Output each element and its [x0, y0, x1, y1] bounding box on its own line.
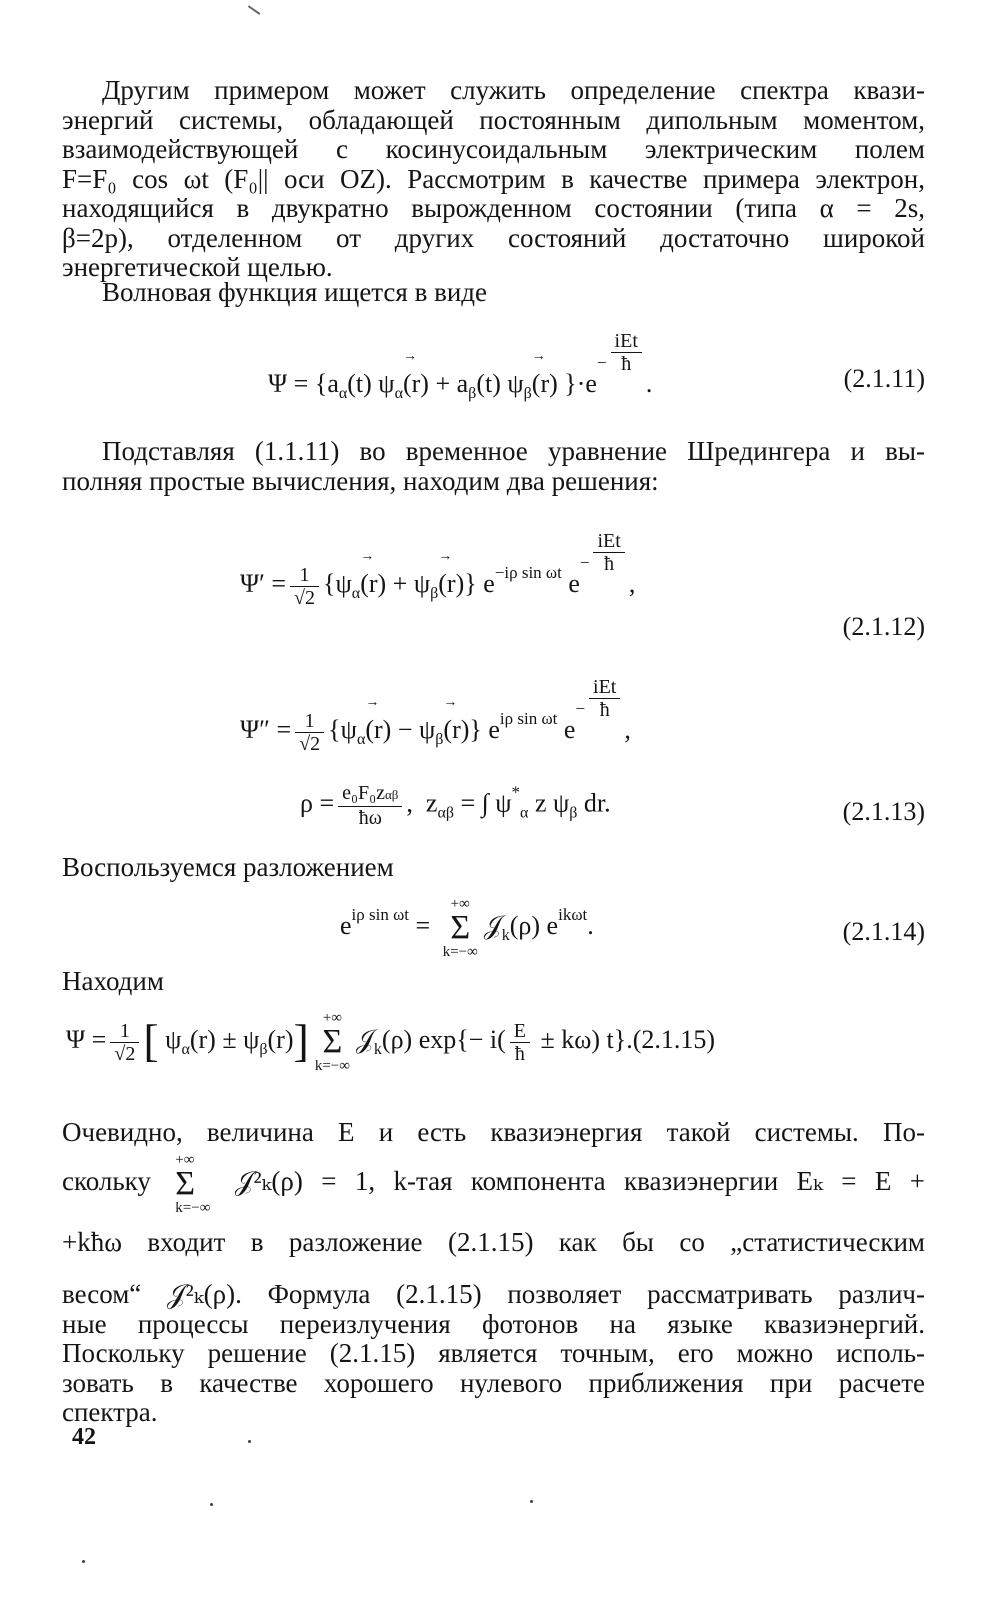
scan-speck: [248, 1440, 251, 1443]
paragraph-intro: [62, 76, 925, 283]
paragraph-substitution: [62, 437, 925, 496]
paragraph-expansion-intro: [62, 853, 925, 883]
text-line: ные процессы переизлучения фотонов на языке квазиэнергий.: [62, 1308, 925, 1339]
text-line: Подставляя (1.1.11) во временное уравнение Шредингера и вы-: [102, 436, 925, 466]
paragraph-wavefunction-intro: [62, 278, 925, 308]
text-line: Поскольку решение (2.1.15) является точным, его можно исполь-: [62, 1338, 925, 1368]
text-line: весом“ 𝒥²ₖ(ρ). Формула (2.1.15) позволяет рассматривать различ-: [62, 1279, 925, 1309]
text-line: зовать в качестве хорошего нулевого приближения при расчете: [62, 1367, 925, 1398]
scan-speck: [530, 1500, 533, 1503]
paragraph-conclusion: [62, 1118, 925, 1428]
sum-operator: +∞ Σ k=−∞: [314, 1010, 350, 1074]
text-line: энергетической щелью.: [62, 252, 333, 282]
text-line: находящийся в двукратно вырожденном состоянии (типа α = 2s,: [62, 193, 925, 223]
scan-speck: [82, 1560, 85, 1563]
equation-2-1-13: ρ = $\frac{\text{e₀F₀zαβ}}{ħ\omega}$ , $z_{\alpha\beta}$ = ∫ $\psi^*_\alpha$ z $\psi_\beta$ dr.: [300, 782, 611, 829]
text-line: энергий системы, обладающей постоянным дипольным моментом,: [62, 104, 925, 135]
equation-number: (2.1.11): [843, 364, 925, 393]
paragraph-result-intro: [62, 967, 925, 997]
equation-2-1-11: $\Psi = \{a_\alpha(t)$ $\psi_\alpha\to (r) + a_\beta(t)$ $\psi_\beta\to (r)$ }·e− $\frac{\text{iEt}}{ħ}$ .: [268, 330, 652, 403]
text-line: полняя простые вычисления, находим два решения:: [62, 465, 659, 496]
equation-number: (2.1.12): [842, 612, 925, 641]
scan-speck: [210, 1503, 213, 1506]
text-line: спектра.: [62, 1397, 158, 1427]
text-line: взаимодействующей с косинусоидальным электрическим полем: [62, 134, 925, 164]
equation-number: (2.1.14): [842, 917, 925, 946]
equation-number: (2.1.13): [842, 797, 925, 826]
text-line: Очевидно, величина E и есть квазиэнергия такой системы. По-: [62, 1117, 925, 1147]
text-line-with-sum: скольку +∞ Σ k=−∞ 𝒥²ₖ(ρ) = 1, k-тая компонента квазиэнергии Eₖ = E +: [62, 1151, 925, 1216]
text-line: Находим: [62, 966, 164, 996]
equation-2-1-12-psi-prime: Ψ′ = $\frac{1}{√2}$ $\{\psi_\alpha\to (r) + \psi_\beta\to (r)\}$ $e^{-i\rho sin \omega t}$ e− $\frac{\text{iEt}}{ħ}$ ,: [240, 530, 635, 609]
equation-2-1-15: Ψ = $\frac{1}{√2}$ [ $\psi_\alpha(r) \pm \psi_\beta(r)$] +∞ Σ k=−∞𝒥$_k$(ρ) exp{− i( $\frac{E}{ħ}$ ± kω) t}.(2.1.15): [66, 1010, 716, 1074]
text-line: Воспользуемся разложением: [62, 852, 394, 882]
text-line: +kħω входит в разложение (2.1.15) как бы со „статистическим: [62, 1226, 925, 1257]
equation-2-1-12-psi-double-prime: Ψ″ = $\frac{1}{√2}$ $\{\psi_\alpha\to (r) - \psi_\beta\to (r)\}$ $e^{i\rho sin \omega t}$ e− $\frac{\text{iEt}}{ħ}$ ,: [240, 676, 631, 755]
page-number: 42: [72, 1424, 96, 1450]
text-line: Волновая функция ищется в виде: [102, 277, 488, 307]
sum-operator: +∞ Σ k=−∞: [442, 896, 478, 960]
text-line: β=2p), отделенном от других состояний достаточно широкой: [62, 222, 925, 253]
text-line: Другим примером может служить определение спектра квази-: [102, 75, 925, 105]
equation-2-1-14: $e^{i\rho sin \omega t}$ = +∞ Σ k=−∞𝒥$_k$(ρ) $e^{ik\omega t}$.: [340, 896, 594, 960]
text-line: F=F₀ cos ωt (F₀|| оси OZ). Рассмотрим в качестве примера электрон,: [62, 163, 925, 194]
sum-operator: +∞ Σ k=−∞: [175, 1151, 211, 1216]
scan-corner-mark: [248, 0, 266, 15]
